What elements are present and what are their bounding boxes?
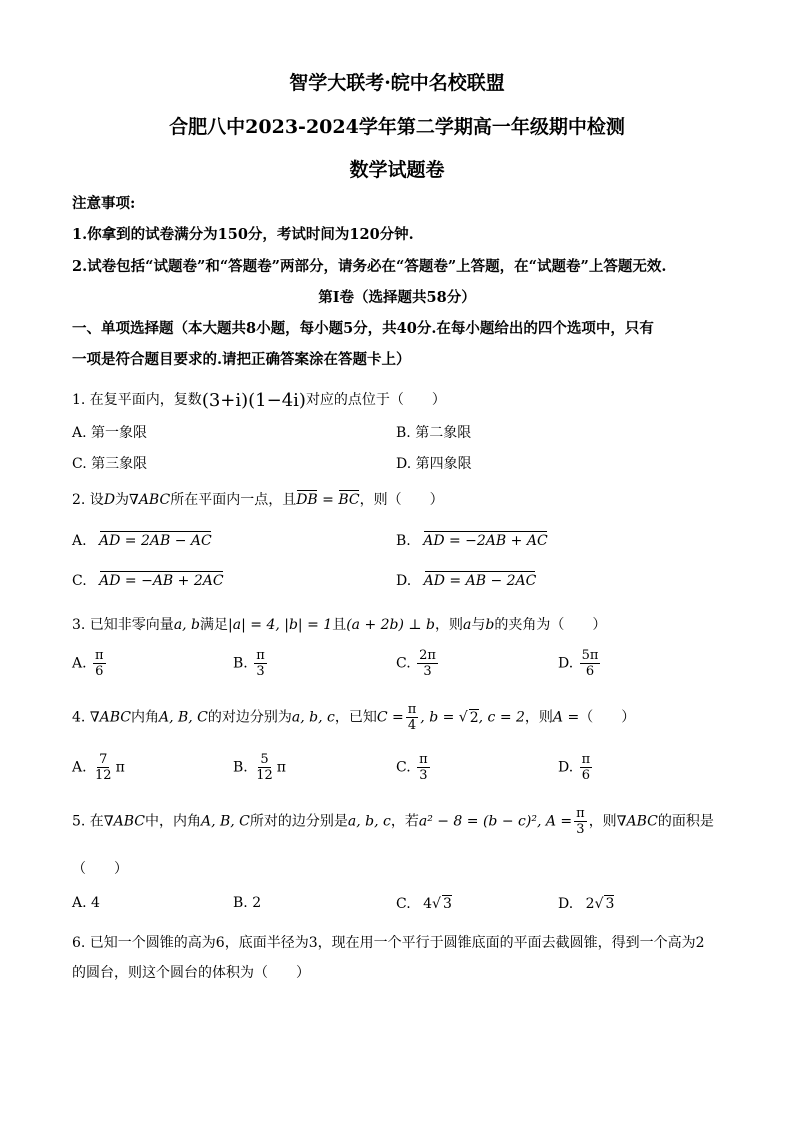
q3-text5: 与: [471, 617, 486, 633]
q5-text5: ，则: [588, 813, 617, 830]
fraction-numerator: 2π: [419, 648, 436, 663]
q5-text2: 中，内角: [144, 813, 201, 830]
notice-heading: 注意事项:: [72, 195, 136, 212]
q4-option-a-pi: π: [115, 759, 125, 776]
q2-option-b-expr: AD = −2AB + AC: [423, 533, 548, 549]
fraction-numerator: π: [581, 752, 591, 767]
q5-sides: a, b, c: [347, 813, 391, 830]
q5-text3: 所对的边分别是: [249, 813, 348, 830]
fraction-denominator: 3: [423, 664, 432, 679]
q5-triangle: ∇ABC: [103, 813, 145, 830]
q3-option-a: [72, 648, 108, 679]
q3-option-c-fraction: [417, 648, 438, 679]
q2-option-d-label: D.: [396, 573, 412, 589]
q2-option-c-expr: AD = −AB + 2AC: [99, 573, 224, 589]
q3-text6: 的夹角为（ ）: [494, 617, 607, 633]
q2-text2: 为: [115, 492, 130, 508]
fraction-numerator: 5: [260, 752, 269, 767]
q3-magnitudes: |a| = 4, |b| = 1: [228, 617, 333, 633]
q2-option-d-expr: AD = AB − 2AC: [423, 573, 537, 589]
q4-text4: ，已知: [334, 709, 377, 726]
q4-option-a-label: A.: [72, 759, 87, 776]
q5-option-c-coef: 4: [423, 896, 433, 912]
q4-option-d-fraction: [580, 752, 593, 783]
q1-option-d: D. 第四象限: [396, 456, 472, 472]
q4-c-value: , c = 2: [478, 709, 525, 726]
q4-option-c-label: C.: [396, 759, 411, 776]
q3-option-b-fraction: [254, 648, 267, 679]
q3-option-d-fraction: [580, 648, 601, 679]
q4-option-b-pi: π: [276, 759, 286, 776]
q3-option-a-label: A.: [72, 655, 87, 672]
fraction-numerator: 7: [99, 752, 108, 767]
fraction-denominator: 3: [256, 664, 265, 679]
q2-text3: 所在平面内一点，且: [170, 492, 297, 508]
q3-option-b: [233, 648, 269, 679]
q2-option-d: [396, 573, 536, 589]
q3-text4: ，则: [435, 617, 463, 633]
q2-option-c: [72, 573, 224, 589]
sqrt-icon: √: [594, 896, 604, 912]
fraction-numerator: π: [256, 648, 265, 663]
q3-option-d-label: D.: [558, 655, 574, 672]
q4-text5: ，则: [524, 709, 553, 726]
exam-title-subject: 数学试题卷: [349, 159, 445, 181]
question-1: [72, 389, 446, 411]
q4-sides: a, b, c: [291, 709, 335, 726]
question-2: [72, 489, 444, 509]
q2-point-d: D: [103, 492, 116, 508]
question-5: [72, 806, 714, 837]
exam-title-alliance: 智学大联考·皖中名校联盟: [289, 72, 505, 94]
fraction-numerator: π: [95, 648, 104, 663]
q3-text2: 满足: [200, 617, 229, 633]
q4-option-b-label: B.: [233, 759, 248, 776]
part1-heading: 第I卷（选择题共58分）: [318, 289, 476, 306]
q2-option-b: [396, 533, 548, 549]
q5-option-a: A. 4: [72, 895, 100, 911]
q5-option-b: B. 2: [233, 895, 262, 911]
q4-option-d-label: D.: [558, 759, 574, 776]
q3-option-c-label: C.: [396, 655, 411, 672]
section-instructions-line1: 一、单项选择题（本大题共8小题，每小题5分，共40分.在每小题给出的四个选项中，只有: [72, 320, 654, 337]
fraction-numerator: π: [407, 702, 417, 717]
q3-perpendicular: (a + 2b) ⊥ b: [346, 617, 435, 633]
fraction-denominator: 6: [581, 768, 591, 783]
sqrt-icon: √: [432, 896, 441, 912]
q3-text3: 且: [332, 617, 347, 633]
q2-text1: 2. 设: [72, 492, 104, 508]
fraction-denominator: 12: [95, 768, 112, 783]
q4-option-c: [396, 752, 432, 783]
question-3: [72, 614, 606, 634]
q5-option-d-coef: 2: [585, 896, 595, 912]
q2-option-a-expr: AD = 2AB − AC: [99, 533, 212, 549]
q4-b-eq: , b =: [420, 709, 459, 726]
question-6-line1: 6. 已知一个圆锥的高为6，底面半径为3，现在用一个平行于圆锥底面的平面去截圆锥，得到一个高为2: [72, 935, 705, 951]
q5-option-c-radicand: 3: [442, 896, 452, 912]
q4-text6: （ ）: [579, 709, 636, 726]
fraction-denominator: 12: [256, 768, 273, 783]
q4-text3: 的对边分别为: [207, 709, 292, 726]
q4-b-radicand: 2: [469, 709, 479, 726]
q3-vars: a, b: [173, 617, 201, 633]
q5-a-fraction: [574, 806, 587, 837]
q3-text1: 3. 已知非零向量: [72, 617, 174, 633]
q4-triangle: ∇ABC: [89, 709, 131, 726]
sqrt-icon: √: [458, 709, 468, 726]
fraction-denominator: 3: [576, 822, 585, 837]
q2-triangle: ∇ABC: [129, 492, 171, 508]
q4-c-fraction: [406, 702, 419, 733]
q1-option-b: B. 第二象限: [396, 425, 472, 441]
fraction-numerator: π: [419, 752, 428, 767]
q5-condition: a² − 8 = (b − c)², A =: [418, 813, 573, 830]
q5-angles: A, B, C: [200, 813, 250, 830]
q2-equals: =: [317, 492, 339, 508]
q4-c-eq: C =: [376, 709, 404, 726]
q3-vec-b: b: [485, 617, 495, 633]
fraction-numerator: π: [576, 806, 585, 821]
q4-a-eq: A =: [552, 709, 580, 726]
q2-option-c-label: C.: [72, 573, 87, 589]
q5-option-d: [558, 895, 614, 912]
question-6-line2: 的圆台，则这个圆台的体积为（ ）: [72, 965, 310, 981]
q2-option-a-label: A.: [72, 533, 87, 549]
fraction-denominator: 6: [95, 664, 104, 679]
q3-option-c: [396, 648, 440, 679]
q1-prefix: 1. 在复平面内，复数: [72, 392, 202, 408]
q4-angles: A, B, C: [158, 709, 208, 726]
notice-item-1: 1.你拿到的试卷满分为150分，考试时间为120分钟.: [72, 226, 414, 243]
q2-vector-db: DB: [296, 492, 318, 508]
q1-option-a: A. 第一象限: [72, 425, 148, 441]
q3-option-b-label: B.: [233, 655, 248, 672]
q5-text4: ，若: [390, 813, 419, 830]
q5-text6: 的面积是: [657, 813, 714, 830]
notice-item-2: 2.试卷包括“试题卷”和“答题卷”两部分，请务必在“答题卷”上答题，在“试题卷”上答题无效.: [72, 258, 667, 275]
q1-option-c: C. 第三象限: [72, 456, 148, 472]
q5-triangle-2: ∇ABC: [616, 813, 658, 830]
q5-bracket: （ ）: [72, 861, 128, 877]
q5-option-d-label: D.: [558, 896, 574, 912]
q1-expression: (3+i)(1−4i): [201, 390, 306, 411]
exam-title-school: 合肥八中2023-2024学年第二学期高一年级期中检测: [169, 116, 625, 138]
q5-option-d-radicand: 3: [605, 896, 615, 912]
q2-option-b-label: B.: [396, 533, 411, 549]
q2-vector-bc: BC: [338, 492, 360, 508]
q4-option-d: [558, 752, 594, 783]
fraction-numerator: 5π: [581, 648, 599, 663]
q3-option-d: [558, 648, 602, 679]
question-4: [72, 702, 635, 733]
q4-option-b-fraction: [254, 752, 275, 783]
q4-option-a: [72, 752, 125, 783]
q4-option-b: [233, 752, 286, 783]
q2-text4: ，则（ ）: [359, 492, 444, 508]
fraction-denominator: 6: [585, 664, 595, 679]
q5-text1: 5. 在: [72, 813, 104, 830]
q5-option-c: [396, 895, 452, 912]
q3-option-a-fraction: [93, 648, 106, 679]
q1-suffix: 对应的点位于（ ）: [305, 392, 446, 408]
q5-option-c-label: C.: [396, 896, 411, 912]
fraction-denominator: 4: [407, 718, 417, 733]
q4-option-c-fraction: [417, 752, 430, 783]
section-instructions-line2: 一项是符合题目要求的.请把正确答案涂在答题卡上）: [72, 351, 411, 368]
fraction-denominator: 3: [419, 768, 428, 783]
q4-text1: 4.: [72, 709, 90, 726]
q4-text2: 内角: [130, 709, 159, 726]
q2-option-a: [72, 533, 212, 549]
q4-option-a-fraction: [93, 752, 114, 783]
q3-vec-a: a: [463, 617, 472, 633]
